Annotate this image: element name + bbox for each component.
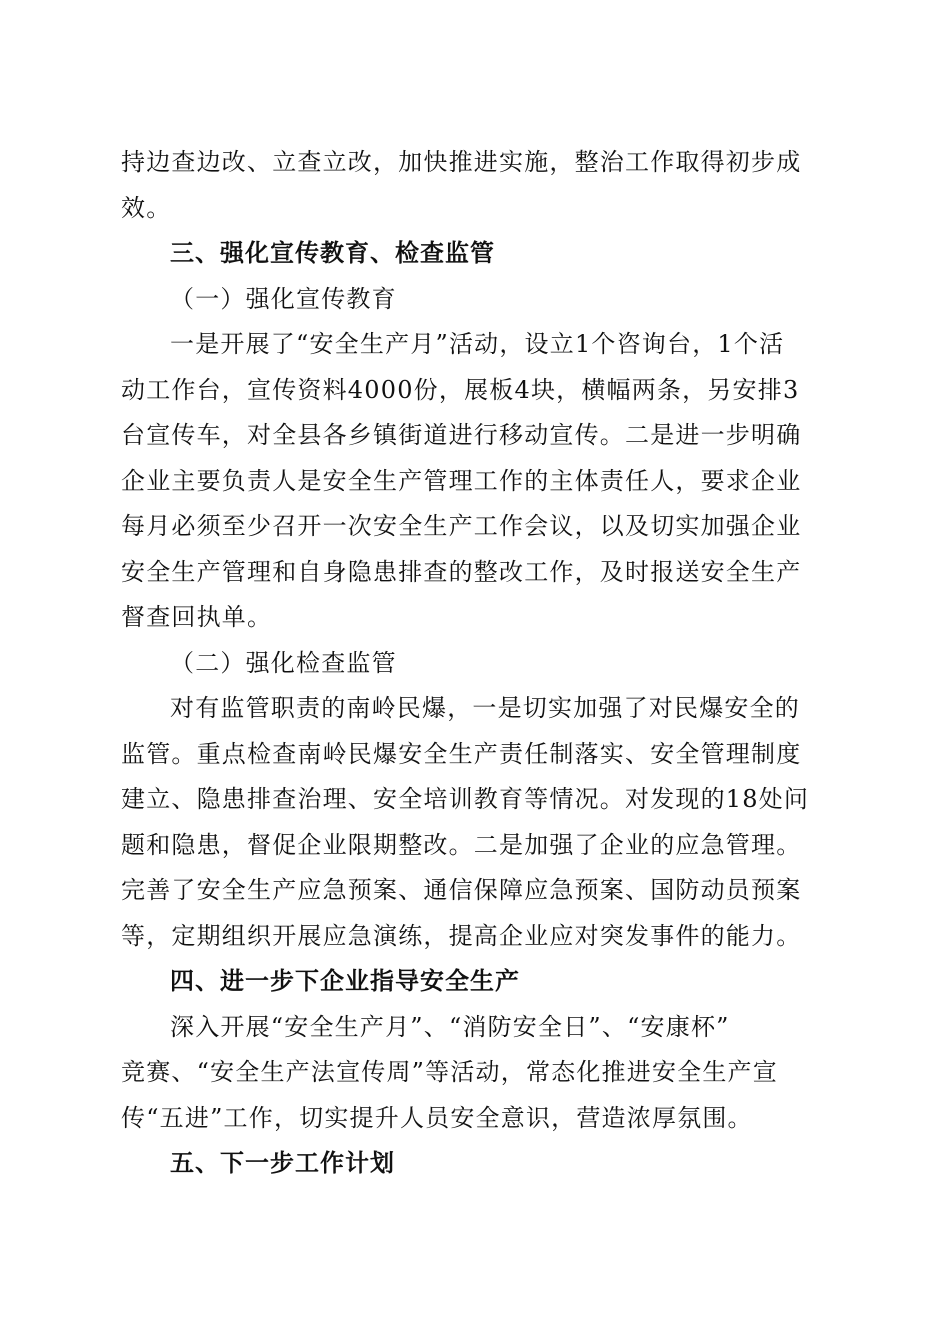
paragraph-line: 效。 — [121, 194, 172, 222]
paragraph-line: 对有监管职责的南岭民爆，一是切实加强了对民爆安全的 — [170, 694, 800, 722]
section-heading: 五、下一步工作计划 — [170, 1149, 395, 1177]
paragraph-line: 等，定期组织开展应急演练，提高企业应对突发事件的能力。 — [121, 922, 802, 950]
paragraph-line: 一是开展了“安全生产月”活动，设立1个咨询台，1个活 — [170, 330, 785, 358]
paragraph-line: 竞赛、“安全生产法宣传周”等活动，常态化推进安全生产宣 — [121, 1058, 778, 1086]
paragraph-line: 完善了安全生产应急预案、通信保障应急预案、国防动员预案 — [121, 876, 802, 904]
subsection-heading: （二）强化检查监管 — [170, 649, 397, 677]
paragraph-line: 安全生产管理和自身隐患排查的整改工作，及时报送安全生产 — [121, 558, 802, 586]
paragraph-line: 监管。重点检查南岭民爆安全生产责任制落实、安全管理制度 — [121, 740, 802, 768]
paragraph-line: 督查回执单。 — [121, 603, 273, 631]
paragraph-line: 动工作台，宣传资料4000份，展板4块，横幅两条，另安排3 — [121, 376, 800, 404]
paragraph-line: 企业主要负责人是安全生产管理工作的主体责任人，要求企业 — [121, 467, 802, 495]
paragraph-line: 传“五进”工作，切实提升人员安全意识，营造浓厚氛围。 — [121, 1104, 753, 1132]
paragraph-line: 题和隐患，督促企业限期整改。二是加强了企业的应急管理。 — [121, 831, 802, 859]
subsection-heading: （一）强化宣传教育 — [170, 285, 397, 313]
paragraph-line: 深入开展“安全生产月”、“消防安全日”、“安康杯” — [170, 1013, 730, 1041]
paragraph-line: 持边查边改、立查立改，加快推进实施，整治工作取得初步成 — [121, 148, 802, 176]
paragraph-line: 每月必须至少召开一次安全生产工作会议，以及切实加强企业 — [121, 512, 802, 540]
paragraph-line: 建立、隐患排查治理、安全培训教育等情况。对发现的18处问 — [121, 785, 810, 813]
section-heading: 三、强化宣传教育、检查监管 — [170, 239, 495, 267]
paragraph-line: 台宣传车，对全县各乡镇街道进行移动宣传。二是进一步明确 — [121, 421, 802, 449]
section-heading: 四、进一步下企业指导安全生产 — [170, 967, 520, 995]
